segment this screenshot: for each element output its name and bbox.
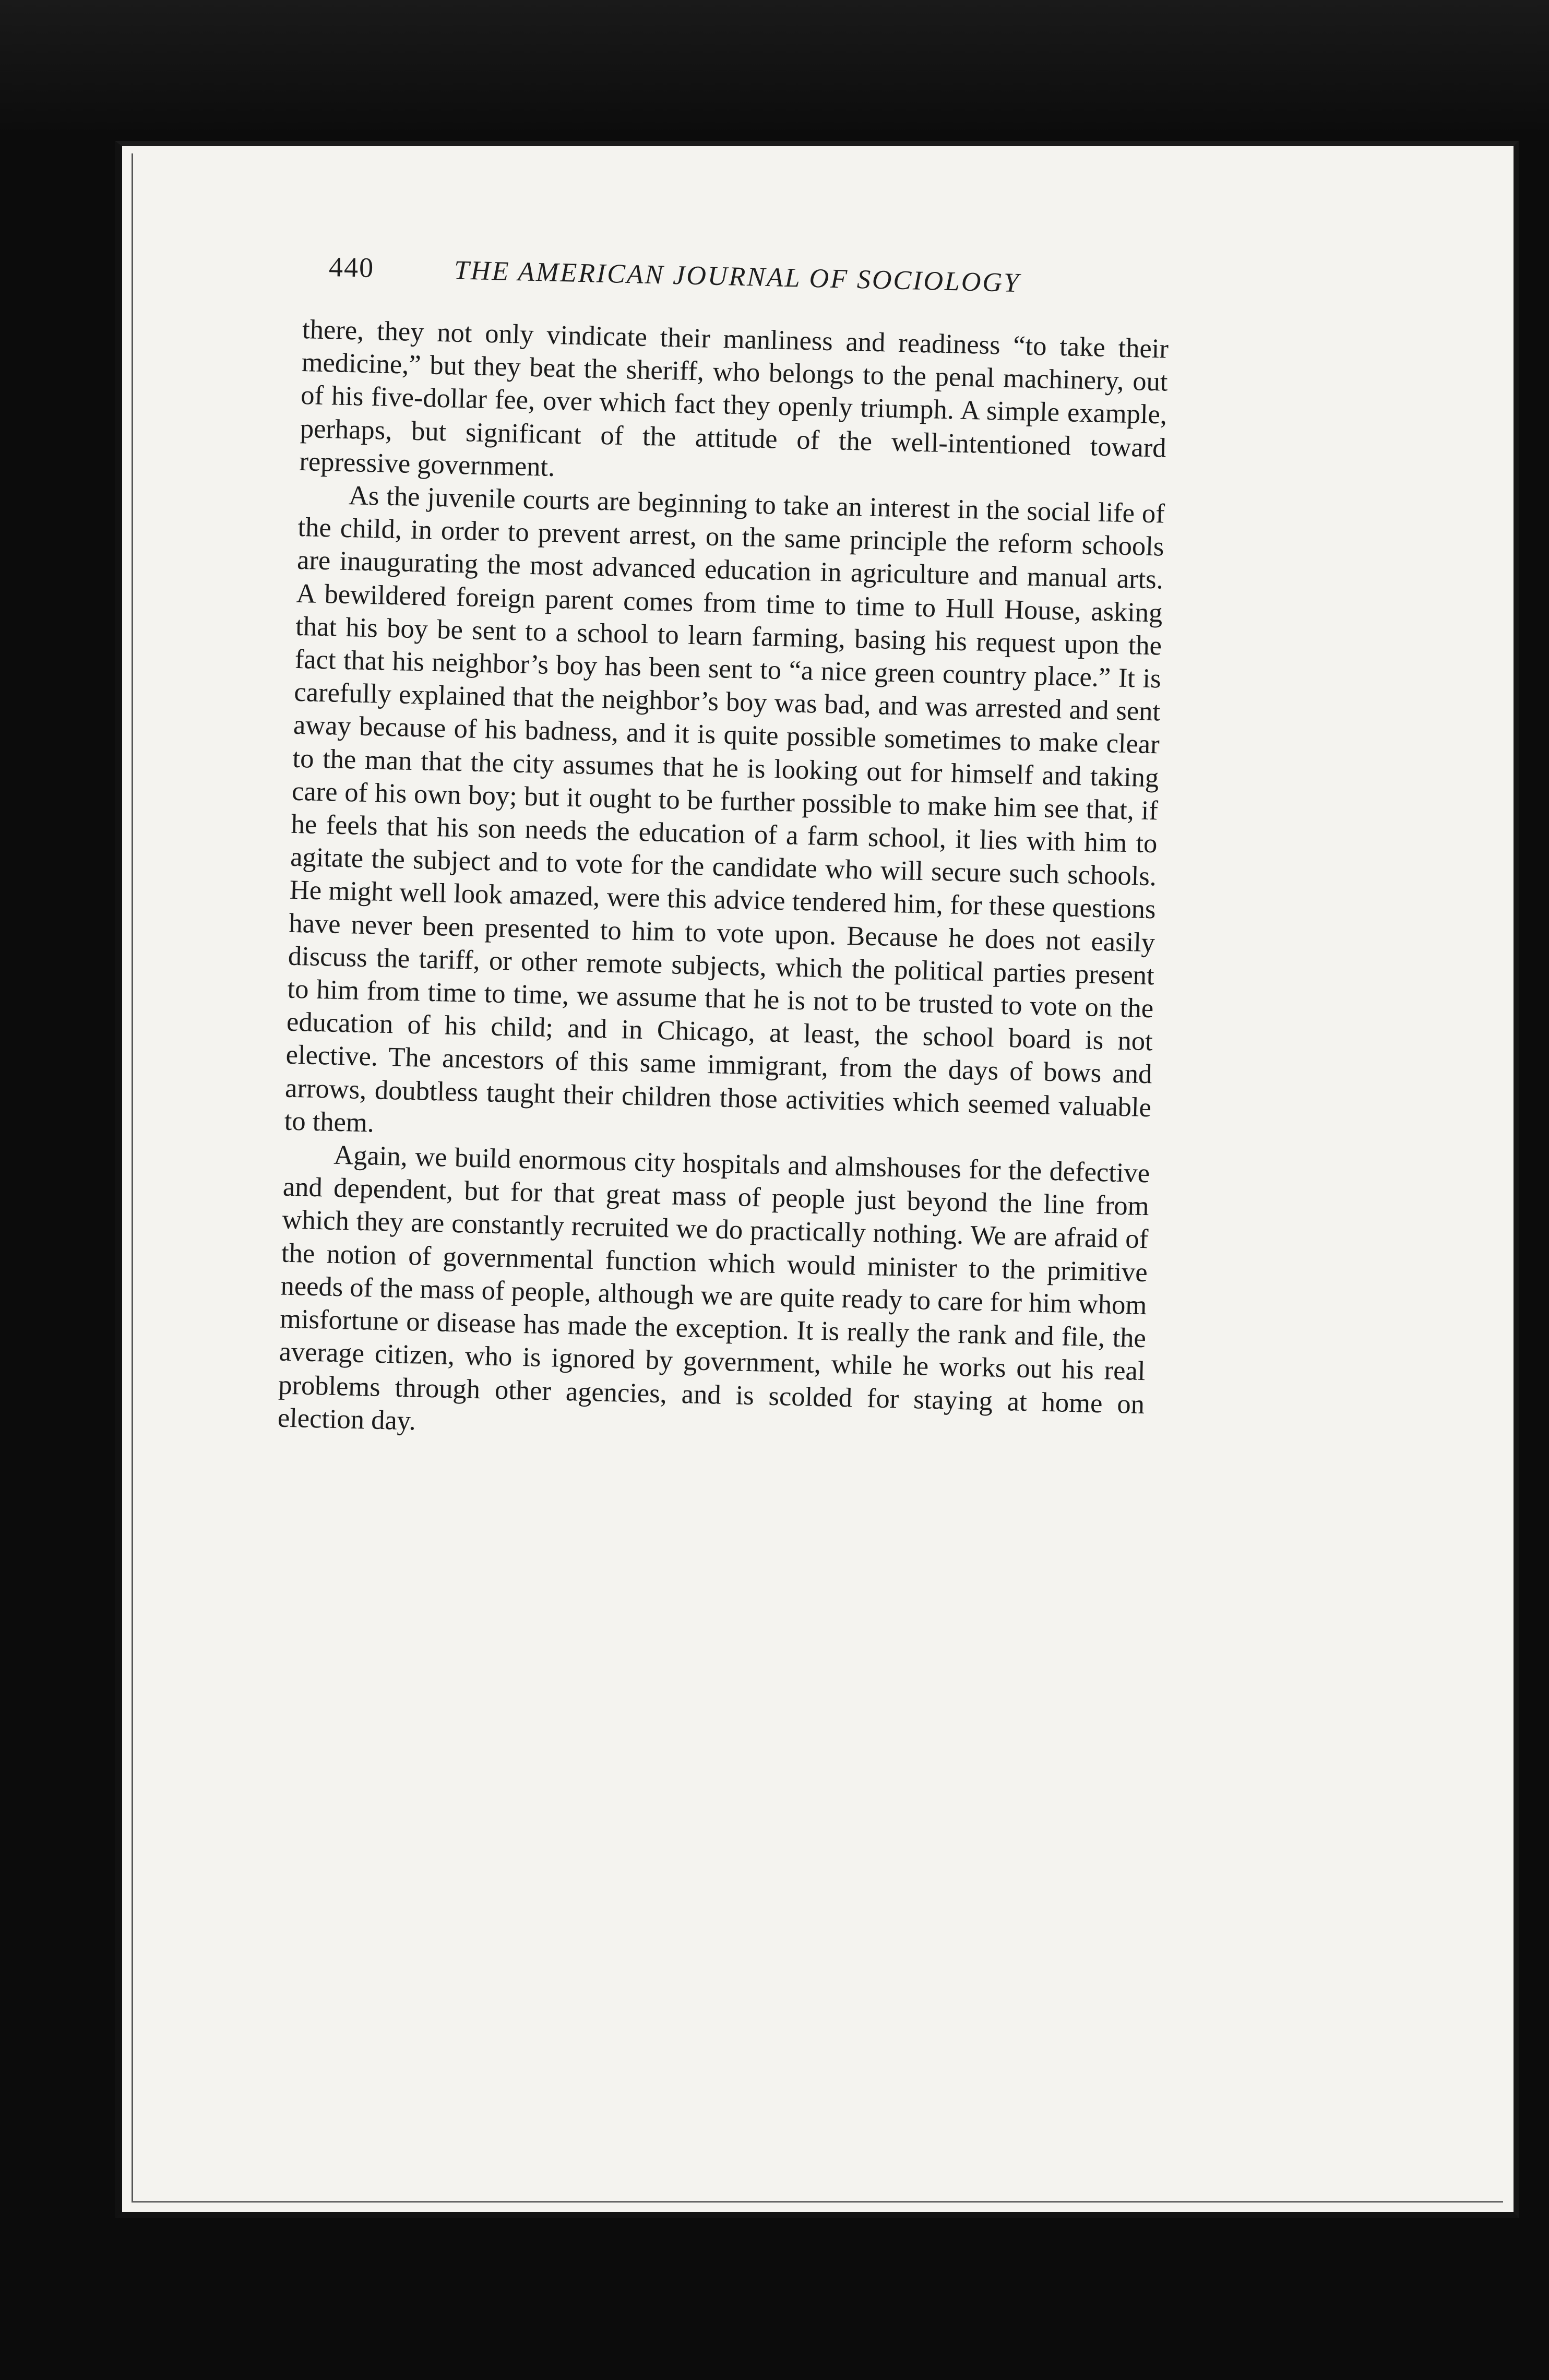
journal-title: THE AMERICAN JOURNAL OF SOCIOLOGY	[454, 255, 1021, 299]
paragraph-continuation: there, they not only vindicate their manliness and readiness “to take their medicine,” but they beat the sheriff, who belongs to the penal machinery, out of his five-dollar fee, over which fact they openly triumph. A simple example, perhaps, but significant of the attitude of the well-intentioned toward repressive government.	[299, 314, 1169, 482]
article-body	[277, 313, 1169, 1454]
paragraph-juvenile-courts: As the juvenile courts are beginning to take an interest in the social life of the child, in order to prevent arrest, on the same principle the reform schools are inaugurating the most advanced education in agriculture and manual arts. A bewildered foreign parent comes from time to time to Hull House, asking that his boy be sent to a school to learn farming, basing his request upon the fact that his neighbor’s boy has been sent to “a nice green country place.” It is carefully explained that the neighbor’s boy was bad, and was arrested and sent away because of his badness, and it is quite possible sometimes to make clear to the man that the city assumes that he is looking out for himself and taking care of his own boy; but it ought to be further possible to make him see that, if he feels that his son needs the education of a farm school, it lies with him to agitate the subject and to vote for the candidate who will secure such schools. He might well look amazed, were this advice tendered him, for these questions have never been presented to him to vote upon. Because he does not easily discuss the tariff, or other remote subjects, which the political parties present to him from time to time, we assume that he is not to be trusted to vote on the education of his child; and in Chicago, at least, the school board is not elective. The ancestors of this same immigrant, from the days of bows and arrows, doubtless taught their children those activities which seemed valuable to them.	[284, 480, 1165, 1138]
paragraph-city-hospitals: Again, we build enormous city hospitals and almshouses for the defective and dependent, but for that great mass of people just beyond the line from which they are constantly recruited we do practically nothing. We are afraid of the notion of governmental function which would minister to the primitive needs of the mass of people, although we are quite ready to care for him whom misfortune or disease has made the exception. It is really the rank and file, the average citizen, who is ignored by government, while he works out his real problems through other agencies, and is scolded for staying at home on election day.	[277, 1139, 1150, 1436]
scan-background	[0, 0, 1549, 136]
page-number: 440	[328, 251, 375, 283]
